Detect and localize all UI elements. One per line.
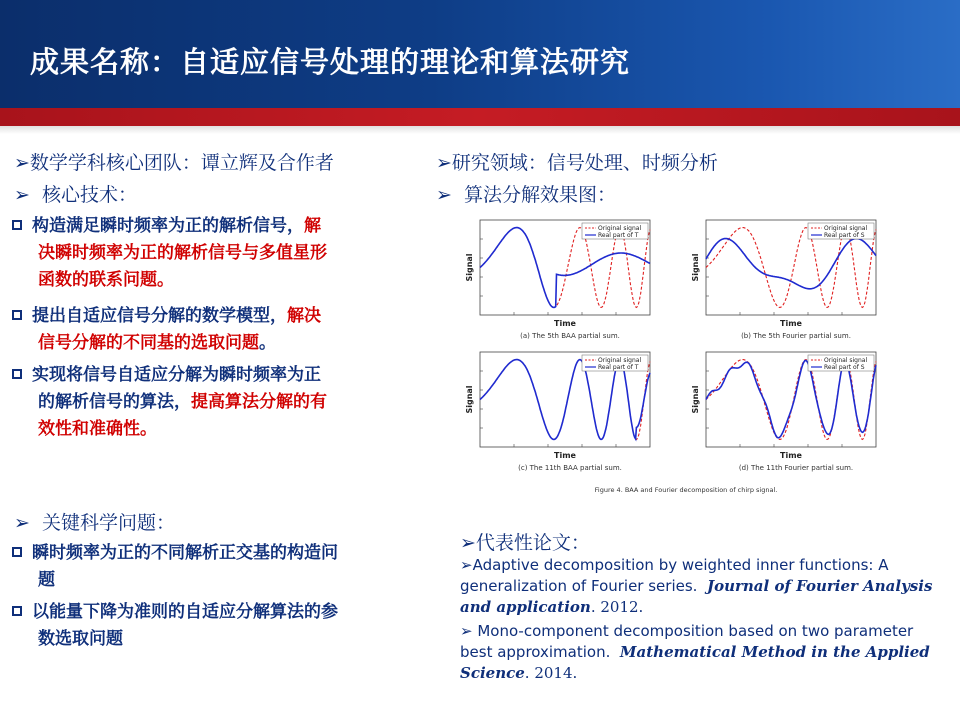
- paper1-year: . 2012.: [590, 598, 644, 616]
- square-bullet-icon: [12, 547, 22, 557]
- key1-text-b: 题: [38, 570, 55, 590]
- figure-panel: [691, 220, 876, 340]
- arrow-bullet-icon: ➢: [14, 184, 30, 206]
- item3-text-c: 提高算法分解的有: [191, 392, 327, 412]
- arrow-bullet-icon: ➢: [436, 184, 452, 206]
- item3-text-a: 实现将信号自适应分解为瞬时频率为正: [32, 365, 321, 385]
- y-axis-label: Signal: [465, 253, 474, 282]
- x-axis-label: Time: [780, 451, 802, 460]
- core-item-1: [12, 213, 327, 294]
- item3-text-d: 效性和准确性。: [38, 419, 157, 439]
- key-item-2: [12, 599, 338, 653]
- paper1-title-b: generalization of Fourier series.: [460, 577, 698, 595]
- y-axis-label: Signal: [465, 385, 474, 414]
- legend-label-original: Original signal: [824, 225, 868, 232]
- arrow-bullet-icon: ➢: [14, 512, 30, 534]
- legend-label-approx: Real part of S: [824, 232, 865, 239]
- figure-panel: [465, 220, 650, 340]
- core-item-3: [12, 362, 327, 443]
- key2-text-a: 以能量下降为准则的自适应分解算法的参: [32, 602, 338, 622]
- paper2-journal-a: Mathematical Method in the Applied: [619, 643, 930, 661]
- slide-title: 成果名称：自适应信号处理的理论和算法研究: [30, 45, 631, 79]
- item2-text-b: 解决: [287, 306, 321, 326]
- paper1-journal-b: and application: [460, 598, 591, 616]
- figure-heading-text: 算法分解效果图：: [464, 184, 617, 206]
- panel-caption: (c) The 11th BAA partial sum.: [518, 464, 622, 472]
- paper2-journal-b: Science: [460, 664, 525, 682]
- key1-text-a: 瞬时频率为正的不同解析正交基的构造问: [32, 543, 338, 563]
- key-issues-heading: [14, 508, 175, 535]
- y-axis-label: Signal: [691, 253, 700, 282]
- paper1-title-a: Adaptive decomposition by weighted inner functions: A: [472, 556, 889, 574]
- arrow-bullet-icon: ➢: [460, 556, 473, 574]
- square-bullet-icon: [12, 220, 22, 230]
- legend-label-original: Original signal: [824, 357, 868, 364]
- item2-text-a: 提出自适应信号分解的数学模型，: [32, 306, 287, 326]
- key-item-1: [12, 540, 338, 594]
- item2-text-c: 信号分解的不同基的选取问题: [38, 333, 259, 353]
- paper2-title-a: Mono-component decomposition based on two parameter: [472, 622, 914, 640]
- figure-caption: Figure 4. BAA and Fourier decomposition of chirp signal.: [594, 486, 778, 494]
- paper1-journal-a: Journal of Fourier Analysis: [706, 577, 933, 595]
- item1-text-c: 决瞬时频率为正的解析信号与多值星形: [38, 243, 327, 263]
- paper-2: [460, 622, 930, 682]
- paper2-title-b: best approximation.: [460, 643, 611, 661]
- legend-label-approx: Real part of T: [598, 364, 639, 371]
- arrow-bullet-icon: ➢: [460, 532, 476, 554]
- arrow-bullet-icon: ➢: [460, 622, 473, 640]
- core-item-2: [12, 303, 321, 357]
- arrow-bullet-icon: ➢: [14, 152, 30, 174]
- item2-text-d: 。: [259, 333, 276, 353]
- legend-label-approx: Real part of T: [598, 232, 639, 239]
- figure-panel: [465, 352, 650, 472]
- legend-label-original: Original signal: [598, 357, 642, 364]
- item3-text-b: 的解析信号的算法，: [38, 392, 191, 412]
- x-axis-label: Time: [780, 319, 802, 328]
- figure-heading: [436, 180, 616, 207]
- item1-text-b: 解: [304, 216, 321, 236]
- core-tech-label: 核心技术：: [42, 184, 138, 206]
- x-axis-label: Time: [554, 319, 576, 328]
- key2-text-b: 数选取问题: [38, 629, 123, 649]
- key-issues-label: 关键科学问题：: [42, 512, 176, 534]
- legend-label-approx: Real part of S: [824, 364, 865, 371]
- decomposition-figure: [458, 212, 908, 502]
- x-axis-label: Time: [554, 451, 576, 460]
- papers-heading: [460, 528, 590, 555]
- panel-caption: (a) The 5th BAA partial sum.: [520, 332, 620, 340]
- paper2-year: . 2014.: [524, 664, 578, 682]
- panel-caption: (d) The 11th Fourier partial sum.: [738, 464, 854, 472]
- team-text: 数学学科核心团队：谭立辉及合作者: [29, 152, 334, 174]
- legend-label-original: Original signal: [598, 225, 642, 232]
- item1-text-a: 构造满足瞬时频率为正的解析信号，: [32, 216, 304, 236]
- stripe-shadow: [0, 126, 960, 134]
- square-bullet-icon: [12, 369, 22, 379]
- panel-caption: (b) The 5th Fourier partial sum.: [741, 332, 851, 340]
- square-bullet-icon: [12, 310, 22, 320]
- research-field-line: [436, 148, 718, 175]
- arrow-bullet-icon: ➢: [436, 152, 452, 174]
- item1-text-d: 函数的联系问题。: [38, 270, 174, 290]
- y-axis-label: Signal: [691, 385, 700, 414]
- papers-heading-text: 代表性论文：: [475, 532, 590, 554]
- team-line: [14, 148, 334, 175]
- title-accent-stripe: [0, 108, 960, 126]
- research-field-text: 研究领域：信号处理、时频分析: [451, 152, 718, 174]
- paper-1: [460, 556, 932, 616]
- core-tech-heading: [14, 180, 137, 207]
- figure-panel: [691, 352, 876, 472]
- square-bullet-icon: [12, 606, 22, 616]
